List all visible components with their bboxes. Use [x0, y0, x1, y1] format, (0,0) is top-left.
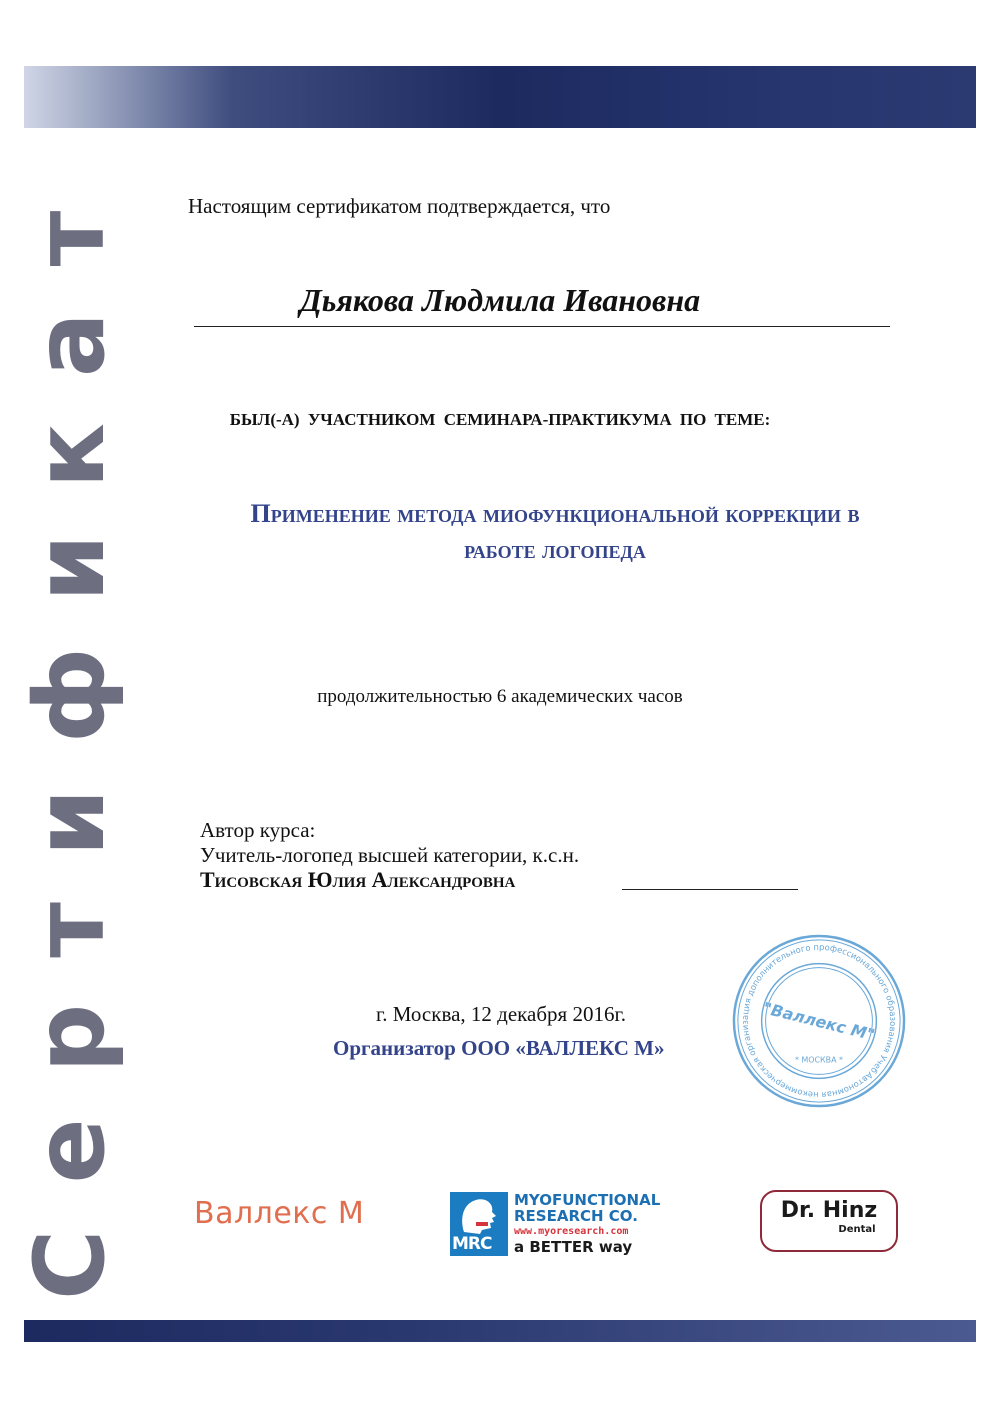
- vallex-logo: Валлекс М: [194, 1196, 365, 1231]
- seminar-topic-line-2: работе логопеда: [464, 535, 646, 564]
- recipient-underline: [194, 326, 890, 327]
- duration-text: продолжительностью 6 академических часов: [317, 686, 683, 707]
- mrc-title: [514, 1192, 660, 1224]
- author-label: Автор курса:: [200, 818, 316, 842]
- seminar-topic-line-1: Применение метода миофункциональной коррекции в: [250, 499, 860, 528]
- mrc-title-line-1: MYOFUNCTIONAL: [514, 1191, 661, 1209]
- mrc-tagline: a BETTER way: [514, 1238, 633, 1256]
- signature-line: [622, 889, 798, 890]
- top-color-band: [24, 66, 976, 128]
- mrc-logo: [450, 1192, 700, 1258]
- mrc-title-line-2: RESEARCH CO.: [514, 1207, 638, 1225]
- author-title: Учитель-логопед высшей категории, к.с.н.: [200, 843, 580, 867]
- dr-hinz-sub: Dental: [838, 1224, 876, 1235]
- city-date: г. Москва, 12 декабря 2016г.: [376, 1002, 626, 1026]
- intro-text: Настоящим сертификатом подтверждается, что: [188, 194, 611, 218]
- recipient-name: Дьякова Людмила Ивановна: [299, 282, 701, 318]
- mrc-emblem-icon: [450, 1192, 508, 1256]
- author-name: Тисовская Юлия Александровна: [200, 867, 516, 892]
- seal-outer-text: Автономная некоммерческая организация дополнительного профессионального образования Учебно-методический: [739, 941, 899, 1101]
- vertical-certificate-title: Сертификат: [14, 164, 126, 1300]
- seal-center-text: "Валлекс М": [761, 998, 877, 1045]
- mrc-url: www.myoresearch.com: [514, 1226, 629, 1237]
- seminar-topic: [110, 496, 1000, 568]
- face-profile-icon: [450, 1192, 508, 1234]
- seal-city-text: * МОСКВА *: [795, 1055, 843, 1065]
- mrc-letters: MRC: [452, 1234, 492, 1254]
- organization-seal: [730, 932, 908, 1110]
- dr-hinz-logo: [760, 1190, 898, 1252]
- bottom-color-band: [24, 1320, 976, 1342]
- dr-hinz-name: Dr. Hinz: [780, 1198, 878, 1223]
- participant-statement: БЫЛ(-А) УЧАСТНИКОМ СЕМИНАРА-ПРАКТИКУМА ПО ТЕМЕ:: [229, 410, 771, 429]
- organizer-text: Организатор ООО «ВАЛЛЕКС М»: [333, 1036, 665, 1060]
